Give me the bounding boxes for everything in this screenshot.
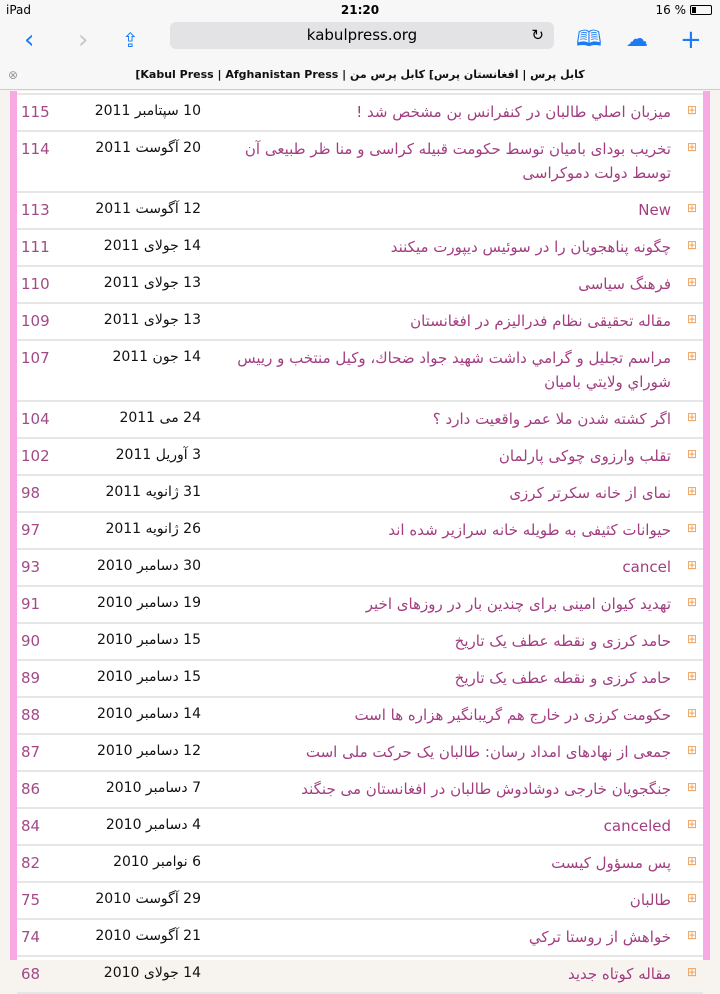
expand-icon[interactable]: ⊞ [686, 521, 698, 535]
article-number: 82 [21, 854, 41, 872]
article-date: 14 جولای 2010 [103, 965, 201, 981]
new-tab-icon[interactable]: + [680, 25, 702, 55]
table-row [17, 846, 703, 883]
expand-icon[interactable]: ⊞ [686, 780, 698, 794]
article-number: 109 [21, 312, 50, 330]
battery [656, 3, 713, 17]
article-number: 111 [21, 238, 50, 256]
article-link[interactable]: ميزبان اصلي طالبان در كنفرانس بن مشخص شد ! [356, 103, 671, 121]
close-tab-icon[interactable]: ⊗ [8, 68, 19, 82]
article-link[interactable]: تخریب بودای بامیان توسط حکومت قبیله کراسی و منا ظر طبیعی آن توسط دولت دموکراسی [244, 140, 671, 182]
article-number: 89 [21, 669, 41, 687]
page-content [10, 91, 710, 983]
article-number: 107 [21, 349, 50, 367]
article-number: 90 [21, 632, 41, 650]
article-link[interactable]: خواهش از روستا تركي [528, 928, 671, 946]
article-date: 19 دسامبر 2010 [96, 595, 201, 611]
article-number: 74 [21, 928, 41, 946]
clock: 21:20 [340, 3, 380, 17]
address-bar[interactable] [170, 22, 554, 49]
table-row [17, 661, 703, 698]
article-link[interactable]: تقلب وارزوی چوکی پارلمان [498, 447, 671, 465]
article-date: 12 دسامبر 2010 [96, 743, 201, 759]
article-date: 14 جولای 2011 [103, 238, 201, 254]
bookmarks-icon[interactable]: 🕮 [576, 27, 602, 52]
article-date: 30 دسامبر 2010 [96, 558, 201, 574]
url-text: kabulpress.org [306, 26, 418, 44]
article-date: 21 آگوست 2010 [95, 928, 201, 944]
table-row [17, 772, 703, 809]
article-link[interactable]: پس مسؤول کیست [551, 854, 671, 872]
article-link[interactable]: فرهنگ سیاسی [578, 275, 671, 293]
expand-icon[interactable]: ⊞ [686, 484, 698, 498]
article-link[interactable]: canceled [603, 817, 671, 835]
expand-icon[interactable]: ⊞ [686, 965, 698, 979]
article-link[interactable]: cancel [622, 558, 671, 576]
expand-icon[interactable]: ⊞ [686, 140, 698, 154]
table-row [17, 550, 703, 587]
article-link[interactable]: مقاله کوتاه جدید [567, 965, 671, 983]
browser-toolbar [0, 20, 720, 60]
article-link[interactable]: تهدید کیوان امینی برای چندین بار در روزهای اخیر [365, 595, 671, 613]
article-number: 68 [21, 965, 41, 983]
expand-icon[interactable]: ⊞ [686, 103, 698, 117]
article-date: 6 نوامبر 2010 [113, 854, 201, 870]
tab-bar[interactable] [0, 60, 720, 90]
expand-icon[interactable]: ⊞ [686, 558, 698, 572]
article-number: 98 [21, 484, 41, 502]
expand-icon[interactable]: ⊞ [686, 447, 698, 461]
status-bar [0, 0, 720, 20]
expand-icon[interactable]: ⊞ [686, 706, 698, 720]
table-row [17, 341, 703, 402]
article-date: 13 جولای 2011 [103, 312, 201, 328]
expand-icon[interactable]: ⊞ [686, 312, 698, 326]
article-date: 7 دسامبر 2010 [105, 780, 201, 796]
table-row [17, 304, 703, 341]
expand-icon[interactable]: ⊞ [686, 817, 698, 831]
article-number: 91 [21, 595, 41, 613]
table-row [17, 698, 703, 735]
article-date: 31 ژانویه 2011 [105, 484, 201, 500]
article-link[interactable]: طالبان [629, 891, 671, 909]
table-row [17, 513, 703, 550]
article-link[interactable]: جنگجویان خارجی دوشادوش طالبان در افغانستان می جنگند [301, 780, 671, 798]
article-date: 4 دسامبر 2010 [105, 817, 201, 833]
article-date: 10 سپتامبر 2011 [94, 103, 201, 119]
article-date: 15 دسامبر 2010 [96, 632, 201, 648]
article-link[interactable]: جمعی از نهادهای امداد رسان: طالبان یک حرکت ملی است [305, 743, 671, 761]
article-date: 26 ژانویه 2011 [105, 521, 201, 537]
article-number: 84 [21, 817, 41, 835]
article-link[interactable]: مراسم تجليل و گرامي داشت شهيد جواد ضحاك، وكيل منتخب و رييس شوراي ولايتي باميان [237, 349, 671, 391]
article-number: 115 [21, 103, 50, 121]
table-row [17, 230, 703, 267]
expand-icon[interactable]: ⊞ [686, 743, 698, 757]
article-link[interactable]: حامد کرزی و نقطه عطف یک تاریخ [454, 669, 671, 687]
article-link[interactable]: حامد کرزی و نقطه عطف یک تاریخ [454, 632, 671, 650]
article-number: 97 [21, 521, 41, 539]
article-date: 12 آگوست 2011 [95, 201, 201, 217]
article-date: 14 دسامبر 2010 [96, 706, 201, 722]
reload-icon[interactable]: ↻ [531, 26, 544, 44]
forward-icon[interactable]: › [78, 25, 89, 55]
article-date: 24 می 2011 [119, 410, 201, 426]
article-number: 102 [21, 447, 50, 465]
article-link[interactable]: حکومت کرزی در خارج هم گریبانگیر هزاره ها است [354, 706, 671, 724]
article-number: 75 [21, 891, 41, 909]
table-row [17, 957, 703, 994]
table-row [17, 193, 703, 230]
table-row [17, 439, 703, 476]
article-date: 15 دسامبر 2010 [96, 669, 201, 685]
table-row [17, 809, 703, 846]
expand-icon[interactable]: ⊞ [686, 410, 698, 424]
table-row [17, 587, 703, 624]
table-row [17, 883, 703, 920]
article-link[interactable]: اگر کشته شدن ملا عمر واقعیت دارد ؟ [432, 410, 671, 428]
article-date: 29 آگوست 2010 [95, 891, 201, 907]
article-link[interactable]: نمای از خانه سکرتر کرزی [509, 484, 671, 502]
article-date: 14 جون 2011 [112, 349, 201, 365]
battery-icon [690, 5, 712, 15]
article-link[interactable]: حیوانات کثیفی به طویله خانه سرازیر شده اند [388, 521, 671, 539]
table-row [17, 132, 703, 193]
expand-icon[interactable]: ⊞ [686, 201, 698, 215]
article-date: 13 جولای 2011 [103, 275, 201, 291]
table-row [17, 735, 703, 772]
table-row [17, 95, 703, 132]
article-number: 93 [21, 558, 41, 576]
device-label: iPad [6, 3, 32, 17]
icloud-tabs-icon[interactable]: ☁ [626, 27, 648, 52]
table-row [17, 920, 703, 957]
article-number: 88 [21, 706, 41, 724]
article-date: 3 آوریل 2011 [115, 447, 201, 463]
article-link[interactable]: چگونه پناهجویان را در سوئیس دیپورت میکنند [390, 238, 671, 256]
table-row [17, 267, 703, 304]
article-number: 86 [21, 780, 41, 798]
table-row [17, 402, 703, 439]
expand-icon[interactable]: ⊞ [686, 595, 698, 609]
article-number: 114 [21, 140, 50, 158]
expand-icon[interactable]: ⊞ [686, 275, 698, 289]
article-number: 113 [21, 201, 50, 219]
table-row [17, 624, 703, 661]
article-number: 104 [21, 410, 50, 428]
expand-icon[interactable]: ⊞ [686, 669, 698, 683]
table-row [17, 476, 703, 513]
expand-icon[interactable]: ⊞ [686, 891, 698, 905]
article-list [17, 91, 703, 983]
expand-icon[interactable]: ⊞ [686, 854, 698, 868]
expand-icon[interactable]: ⊞ [686, 238, 698, 252]
share-icon[interactable]: ⇪ [122, 28, 139, 52]
expand-icon[interactable]: ⊞ [686, 928, 698, 942]
article-date: 20 آگوست 2011 [95, 140, 201, 156]
battery-percent: 16 % [655, 3, 686, 17]
expand-icon[interactable]: ⊞ [686, 349, 698, 363]
tab-title: کابل پرس | افغانستان پرس] کابل پرس من | Kabul Press | Afghanistan Press] [135, 68, 585, 81]
article-number: 110 [21, 275, 50, 293]
article-link[interactable]: New [638, 201, 671, 219]
back-icon[interactable]: ‹ [24, 25, 35, 55]
article-link[interactable]: مقاله تحقیقی نظام فدرالیزم در افغانستان [410, 312, 671, 330]
expand-icon[interactable]: ⊞ [686, 632, 698, 646]
article-number: 87 [21, 743, 41, 761]
